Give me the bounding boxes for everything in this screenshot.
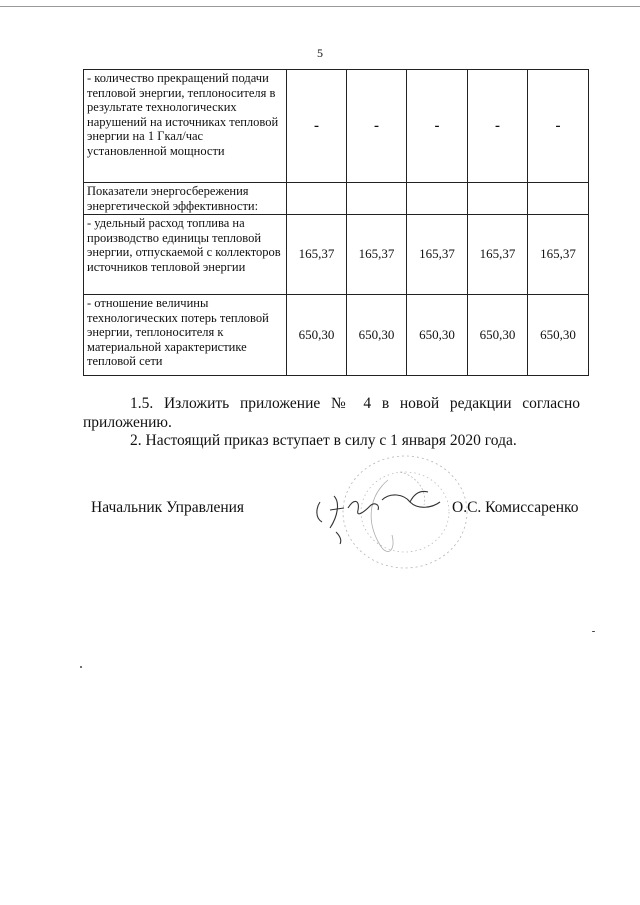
table-cell: 165,37 xyxy=(347,215,407,295)
table-cell: 650,30 xyxy=(468,295,528,376)
table-cell: - xyxy=(528,70,589,183)
signer-name: О.С. Комиссаренко xyxy=(452,499,579,516)
table-cell: 165,37 xyxy=(287,215,347,295)
table-cell xyxy=(528,183,589,215)
scan-dot xyxy=(80,666,82,668)
table-cell: 165,37 xyxy=(468,215,528,295)
table-cell: - xyxy=(468,70,528,183)
signer-title: Начальник Управления xyxy=(91,499,245,516)
paragraph-appendix: 1.5. Изложить приложение № 4 в новой редакции согласно приложению. xyxy=(83,395,580,431)
table-cell xyxy=(407,183,468,215)
row-label: Показатели энергосбережения энергетической эффективности: xyxy=(84,183,287,215)
table-row xyxy=(84,295,589,376)
table-row xyxy=(84,215,589,295)
table-cell: 650,30 xyxy=(528,295,589,376)
table-cell xyxy=(347,183,407,215)
table-row xyxy=(84,70,589,183)
table-cell xyxy=(287,183,347,215)
indicators-table xyxy=(83,69,589,376)
table-cell: 650,30 xyxy=(287,295,347,376)
scan-dot xyxy=(592,631,595,632)
row-label: - удельный расход топлива на производство единицы тепловой энергии, отпускаемой с коллекторов источников тепловой энергии xyxy=(84,215,287,295)
table-cell: 165,37 xyxy=(528,215,589,295)
table-cell: - xyxy=(407,70,468,183)
page-number: 5 xyxy=(317,46,323,60)
table-cell xyxy=(468,183,528,215)
top-border-line xyxy=(0,6,640,7)
table-cell: - xyxy=(347,70,407,183)
table-cell: 165,37 xyxy=(407,215,468,295)
table-row xyxy=(84,183,589,215)
table-cell: - xyxy=(287,70,347,183)
table-cell: 650,30 xyxy=(347,295,407,376)
row-label: - количество прекращений подачи тепловой энергии, теплоносителя в результате технологических нарушений на источниках тепловой энергии на 1 Гкал/час установленной мощности xyxy=(84,70,287,183)
row-label: - отношение величины технологических потерь тепловой энергии, теплоносителя к материальной характеристике тепловой сети xyxy=(84,295,287,376)
paragraph-effective-date: 2. Настоящий приказ вступает в силу с 1 января 2020 года. xyxy=(130,432,517,449)
table-cell: 650,30 xyxy=(407,295,468,376)
